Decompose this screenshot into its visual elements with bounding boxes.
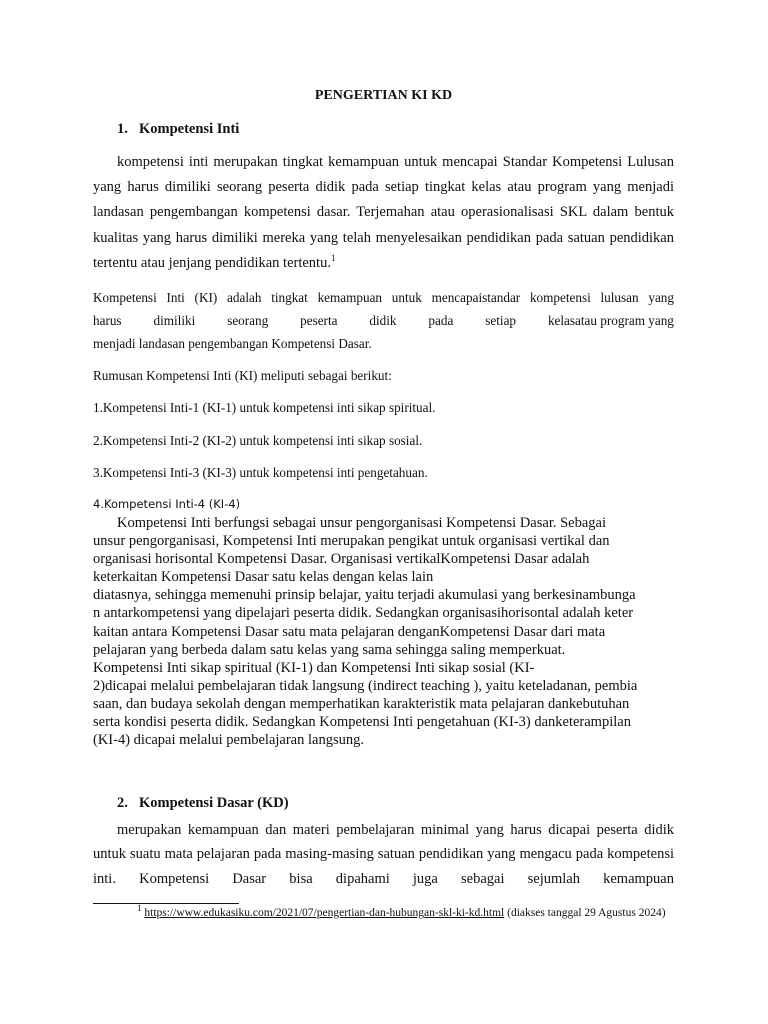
paragraph-2-line-1: Kompetensi Inti (KI) adalah tingkat kemampuan untuk mencapaistandar kompetensi lulusan yang bbox=[93, 290, 674, 305]
section-1-paragraph-1 bbox=[93, 150, 674, 276]
page-title: PENGERTIAN KI KD bbox=[314, 88, 453, 103]
paragraph-3-line: Kompetensi Inti sikap spiritual (KI-1) dan Kompetensi Inti sikap sosial (KI- bbox=[93, 659, 535, 676]
paragraph-1-text: kompetensi inti merupakan tingkat kemampuan untuk mencapai Standar Kompetensi Lulusan yang harus dimiliki seorang peserta didik pada setiap tingkat kelas atau program yang menjadi landasan pengembangan kompetensi dasar. Terjemahan atau operasionalisasi SKL dalam bentuk kualitas yang harus dimiliki mereka yang telah menyelesaikan pendidikan pada satuan pendidikan tertentu atau jenjang pendidikan tertentu. bbox=[93, 154, 674, 271]
paragraph-3-line: kaitan antara Kompetensi Dasar satu mata pelajaran denganKompetensi Dasar dari mata bbox=[93, 623, 606, 640]
paragraph-3-line: 2)dicapai melalui pembelajaran tidak langsung (indirect teaching ), yaitu keteladanan, pembia bbox=[93, 677, 638, 694]
ki-3-item: 3.Kompetensi Inti-3 (KI-3) untuk kompetensi inti pengetahuan. bbox=[93, 465, 428, 480]
section-1-number: 1. bbox=[117, 121, 128, 137]
paragraph-3-line: organisasi horisontal Kompetensi Dasar. Organisasi vertikalKompetensi Dasar adalah bbox=[93, 551, 590, 568]
paragraph-3-line: Kompetensi Inti berfungsi sebagai unsur pengorganisasi Kompetensi Dasar. Sebagai bbox=[117, 515, 606, 531]
section-2-paragraph: merupakan kemampuan dan materi pembelajaran minimal yang harus dicapai peserta didik untuk suatu mata pelajaran pada masing-masing satuan pendidikan yang mengacu pada kompetensi inti. Kompetensi Dasar bisa dipahami juga sebagai sejumlah kemampuan bbox=[93, 822, 674, 887]
section-2-title: Kompetensi Dasar (KD) bbox=[139, 795, 289, 811]
section-1-paragraph-3 bbox=[93, 514, 683, 749]
ki-2-item: 2.Kompetensi Inti-2 (KI-2) untuk kompetensi inti sikap sosial. bbox=[93, 433, 423, 448]
paragraph-3-line: keterkaitan Kompetensi Dasar satu kelas dengan kelas lain bbox=[93, 569, 434, 586]
footnote-separator bbox=[93, 903, 239, 904]
section-2-number: 2. bbox=[117, 795, 128, 811]
rumusan-text: Rumusan Kompetensi Inti (KI) meliputi sebagai berikut: bbox=[93, 368, 392, 383]
section-1-title: Kompetensi Inti bbox=[139, 121, 240, 137]
footnote bbox=[93, 903, 674, 921]
paragraph-3-line: (KI-4) dicapai melalui pembelajaran langsung. bbox=[93, 732, 364, 749]
paragraph-3-line: saan, dan budaya sekolah dengan memperhatikan karakteristik mata pelajaran dankebutuhan bbox=[93, 695, 630, 712]
section-1-heading bbox=[117, 121, 239, 138]
ki-4-item: 4.Kompetensi Inti-4 (KI-4) bbox=[93, 497, 241, 511]
section-2-heading bbox=[117, 795, 289, 812]
paragraph-3-line: n antarkompetensi yang dipelajari peserta didik. Sedangkan organisasihorisontal adalah keter bbox=[93, 605, 634, 622]
paragraph-2-line-2: harus dimiliki seorang peserta didik pada setiap kelasatau program yang bbox=[93, 313, 674, 328]
footnote-reference[interactable]: 1 bbox=[330, 252, 336, 263]
paragraph-3-line: serta kondisi peserta didik. Sedangkan Kompetensi Inti pengetahuan (KI-3) danketerampilan bbox=[93, 714, 631, 731]
section-1-paragraph-2 bbox=[93, 286, 674, 355]
paragraph-3-line: unsur pengorganisasi, Kompetensi Inti merupakan pengikat untuk organisasi vertikal dan bbox=[93, 533, 610, 550]
footnote-link[interactable]: https://www.edukasiku.com/2021/07/pengertian-dan-hubungan-skl-ki-kd.html bbox=[144, 907, 505, 919]
paragraph-3-line: pelajaran yang berbeda dalam satu kelas yang sama sehingga saling memperkuat. bbox=[93, 641, 566, 658]
footnote-access-note: (diakses tanggal 29 Agustus 2024) bbox=[507, 907, 666, 919]
footnote-number: 1 bbox=[137, 903, 142, 914]
ki-1-item: 1.Kompetensi Inti-1 (KI-1) untuk kompetensi inti sikap spiritual. bbox=[93, 400, 436, 415]
paragraph-2-line-3: menjadi landasan pengembangan Kompetensi Dasar. bbox=[93, 336, 372, 351]
paragraph-3-line: diatasnya, sehingga memenuhi prinsip belajar, yaitu terjadi akumulasi yang berkesinambunga bbox=[93, 587, 636, 604]
